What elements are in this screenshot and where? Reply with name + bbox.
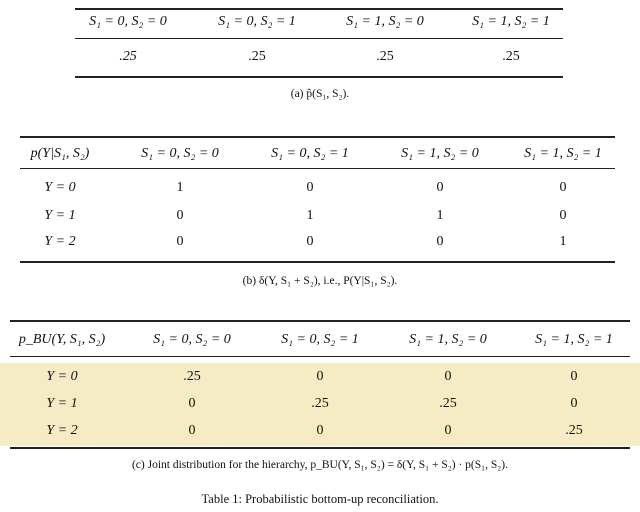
table-cell: 0 <box>444 369 452 384</box>
table-cell: 0 <box>188 423 196 438</box>
table-cell: Y = 0 <box>46 369 78 384</box>
table-cell: Y = 0 <box>44 180 76 195</box>
table-cell: Y = 1 <box>44 208 76 223</box>
table-cell: 0 <box>570 369 578 384</box>
table-cell: 1 <box>436 208 444 223</box>
table-cell: Y = 2 <box>46 423 78 438</box>
table-a-caption: (a) p̂(S₁, S₂). <box>290 88 350 100</box>
table-cell: 0 <box>559 180 567 195</box>
column-header: S₁ = 0, S₂ = 0 <box>89 14 167 29</box>
column-header: S₁ = 1, S₂ = 1 <box>472 14 550 29</box>
table-c-caption: (c) Joint distribution for the hierarchy, p_BU(Y, S₁, S₂) = δ(Y, S₁ + S₂) · p(S₁, S₂). <box>131 459 509 471</box>
column-header: S₁ = 0, S₂ = 1 <box>271 146 349 161</box>
table-cell: 0 <box>176 208 184 223</box>
table-cell: .25 <box>248 49 266 64</box>
table-cell: 0 <box>559 208 567 223</box>
table-cell: .25 <box>439 396 457 411</box>
column-header: S₁ = 0, S₂ = 1 <box>281 332 359 347</box>
table-cell: Y = 1 <box>46 396 78 411</box>
column-header: S₁ = 1, S₂ = 1 <box>524 146 602 161</box>
column-header: p_BU(Y, S₁, S₂) <box>18 332 106 347</box>
table-cell: .25 <box>183 369 201 384</box>
table-cell: 0 <box>306 180 314 195</box>
column-header: p(Y|S₁, S₂) <box>30 146 90 161</box>
table-cell: .25 <box>565 423 583 438</box>
table-a-top-rule <box>75 8 563 10</box>
table-cell: 1 <box>306 208 314 223</box>
table-b-top-rule <box>20 136 615 138</box>
table-cell: .25 <box>376 49 394 64</box>
table-cell: 0 <box>570 396 578 411</box>
table-cell: 1 <box>176 180 184 195</box>
column-header: S₁ = 1, S₂ = 0 <box>409 332 487 347</box>
table-cell: 1 <box>559 234 567 249</box>
table-cell: 0 <box>436 180 444 195</box>
table-cell: .25 <box>502 49 520 64</box>
table-c-bottom-rule <box>10 447 630 449</box>
column-header: S₁ = 1, S₂ = 1 <box>535 332 613 347</box>
column-header: S₁ = 0, S₂ = 0 <box>141 146 219 161</box>
table-b-caption: (b) δ(Y, S₁ + S₂), i.e., P(Y|S₁, S₂). <box>242 275 398 287</box>
table-c-mid-rule <box>10 356 630 357</box>
table-a-bottom-rule <box>75 76 563 78</box>
table-cell: 0 <box>316 423 324 438</box>
table-cell: 0 <box>436 234 444 249</box>
table-caption: Table 1: Probabilistic bottom-up reconciliation. <box>201 492 439 506</box>
table-cell: 0 <box>306 234 314 249</box>
column-header: S₁ = 1, S₂ = 0 <box>401 146 479 161</box>
column-header: S₁ = 0, S₂ = 0 <box>153 332 231 347</box>
column-header: S₁ = 1, S₂ = 0 <box>346 14 424 29</box>
table-cell: 0 <box>444 423 452 438</box>
table-cell: 0 <box>176 234 184 249</box>
table-cell: Y = 2 <box>44 234 76 249</box>
table-cell: 0 <box>316 369 324 384</box>
table-a-mid-rule <box>75 38 563 39</box>
table-cell: .25 <box>119 49 137 64</box>
table-cell: 0 <box>188 396 196 411</box>
table-c-top-rule <box>10 320 630 322</box>
table-b-mid-rule <box>20 168 615 169</box>
table-b-bottom-rule <box>20 261 615 263</box>
table-cell: .25 <box>311 396 329 411</box>
column-header: S₁ = 0, S₂ = 1 <box>218 14 296 29</box>
